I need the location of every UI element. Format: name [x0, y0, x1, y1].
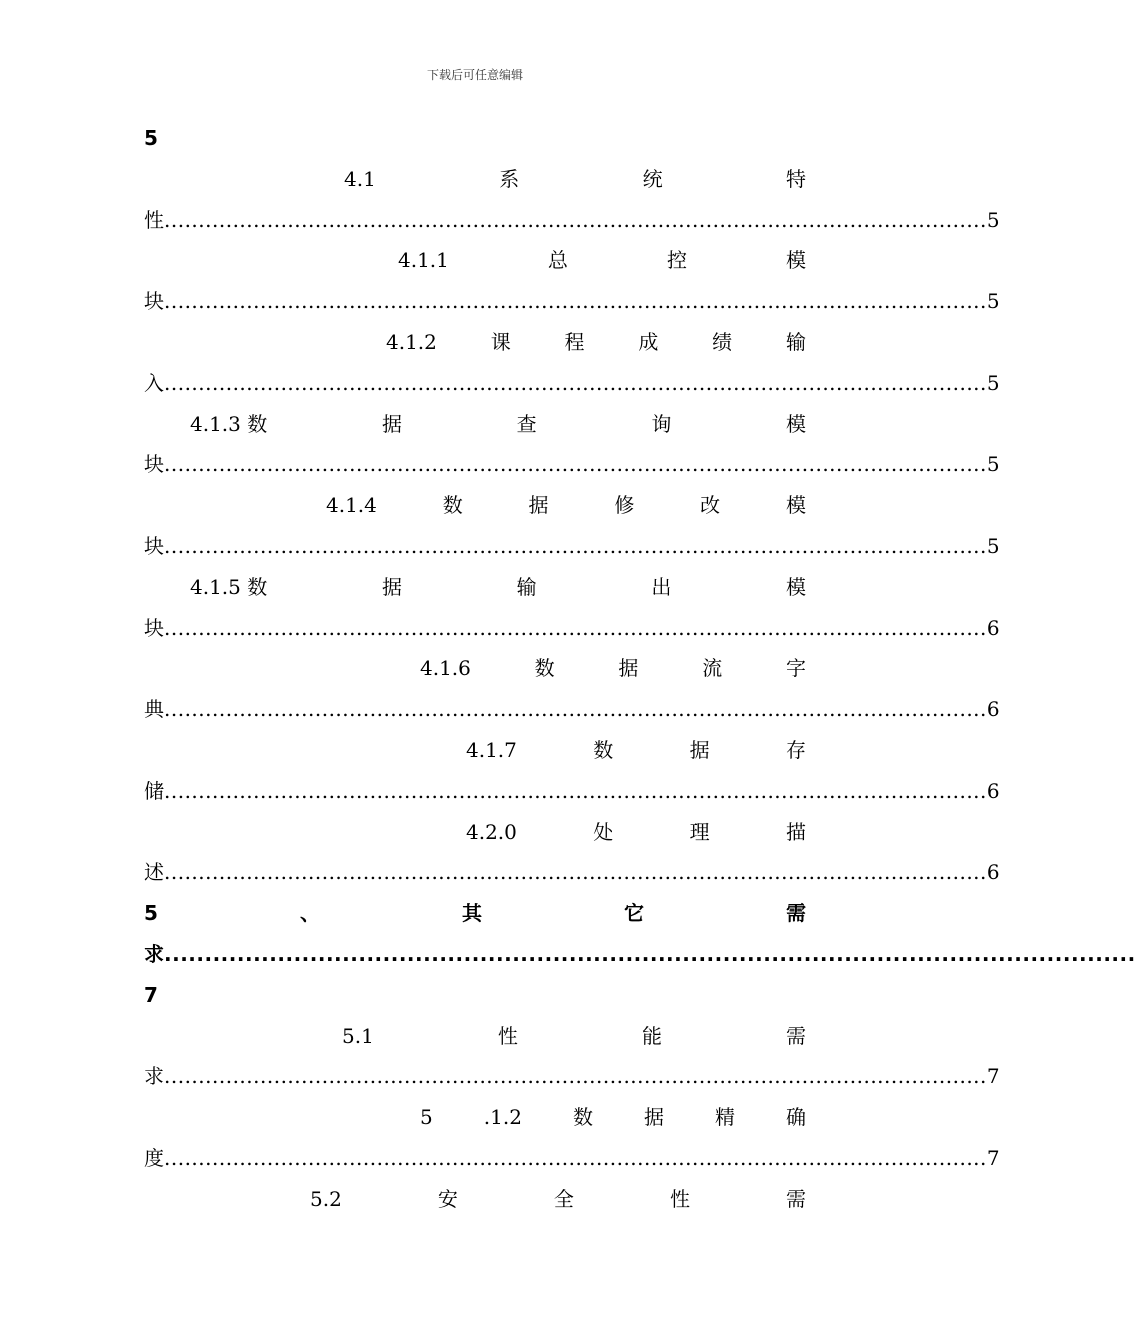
dot-leader: ........................................................................................................................ — [164, 778, 987, 803]
toc-line — [310, 1184, 806, 1214]
toc-heading-token: 能 — [641, 1023, 662, 1048]
toc-heading-token: 4.2.0 — [466, 819, 517, 844]
toc-heading-token: 处 — [593, 819, 614, 844]
dot-leader: ........................................................................................................................ — [164, 1064, 987, 1089]
toc-heading-token: 控 — [666, 248, 687, 273]
toc-heading-token: 、 — [299, 901, 320, 926]
toc-heading-token: 出 — [651, 574, 672, 599]
toc-line — [144, 531, 1000, 561]
toc-heading-end: 块 — [144, 289, 164, 314]
dot-leader: ........................................................................................................................ — [164, 697, 987, 722]
toc-line — [144, 898, 806, 928]
toc-heading-end: 求 — [144, 942, 164, 966]
dot-leader: ........................................................................................................................ — [164, 615, 987, 640]
toc-line — [190, 572, 806, 602]
toc-line — [344, 164, 806, 194]
toc-heading-token: 总 — [547, 248, 568, 273]
toc-line — [144, 123, 806, 153]
toc-page-number: 6 — [986, 860, 1000, 885]
toc-line — [144, 776, 1000, 806]
toc-line — [144, 1061, 1000, 1091]
toc-heading-token: 需 — [786, 1023, 806, 1048]
toc-heading-token: 改 — [700, 493, 721, 518]
toc-heading-token: 全 — [553, 1186, 574, 1211]
toc-heading-end: 求 — [144, 1064, 164, 1089]
toc-heading-token: 存 — [785, 738, 806, 762]
toc-page-number: 6 — [986, 697, 1000, 722]
dot-leader: ........................................................................................................................ — [164, 207, 987, 232]
toc-heading-token: 4.1.6 — [420, 656, 471, 681]
toc-page-number: 5 — [986, 534, 1000, 558]
toc-page-number: 5 — [986, 370, 1000, 395]
toc-heading-token: 绩 — [712, 330, 733, 354]
toc-heading-token: 它 — [623, 901, 644, 926]
toc-heading-token: 统 — [642, 166, 663, 191]
toc-line — [144, 1143, 1000, 1173]
toc-line — [144, 694, 1000, 724]
toc-heading-token: 课 — [490, 330, 511, 354]
toc-heading-end: 述 — [144, 860, 164, 885]
toc-heading-token: 性 — [669, 1186, 690, 1211]
toc-heading-token: 4.1.1 — [398, 248, 449, 273]
toc-heading-token: 4.1 — [344, 166, 376, 191]
toc-line — [144, 286, 1000, 316]
toc-page-number: 5 — [986, 452, 1000, 477]
toc-page-number: 6 — [986, 778, 1000, 803]
toc-heading-end: 储 — [144, 778, 164, 803]
toc-heading-token: 流 — [702, 656, 723, 681]
toc-heading-token: 5.1 — [342, 1023, 374, 1048]
toc-line — [466, 817, 806, 847]
toc-heading-token: 精 — [714, 1105, 735, 1130]
toc-heading-token: 修 — [614, 493, 635, 518]
toc-page-number: 5 — [986, 289, 1000, 314]
toc-heading-end: 块 — [144, 534, 164, 558]
toc-heading-token: 其 — [461, 901, 482, 926]
toc-line — [420, 1102, 806, 1132]
toc-heading-token: 据 — [689, 738, 710, 762]
toc-heading-token: .1.2 — [483, 1105, 522, 1130]
toc-heading-token: 查 — [516, 411, 537, 436]
toc-line — [190, 409, 806, 439]
toc-heading-token: 4.1.5 数 — [190, 574, 268, 599]
toc-line — [398, 245, 806, 275]
toc-heading-token: 模 — [785, 493, 806, 518]
toc-heading-end: 度 — [144, 1146, 164, 1170]
dot-leader: ........................................................................................................................ — [164, 942, 1136, 966]
toc-line — [144, 205, 1000, 235]
toc-heading-token: 需 — [786, 1186, 806, 1211]
toc-line — [326, 490, 806, 520]
toc-heading-end: 入 — [144, 370, 164, 395]
page-header: 下载后可任意编辑 — [426, 68, 523, 82]
toc-heading-token: 系 — [499, 166, 520, 191]
toc-heading-token: 据 — [618, 656, 639, 681]
toc-heading-token: 字 — [785, 656, 806, 681]
toc-page-number: 7 — [986, 1146, 1000, 1170]
toc-heading-token: 5 — [144, 901, 158, 926]
toc-heading-token: 4.1.7 — [466, 738, 517, 762]
toc-heading-token: 模 — [786, 411, 806, 436]
toc-heading-token: 确 — [785, 1105, 806, 1130]
toc-heading-token: 程 — [564, 330, 585, 354]
dot-leader: ........................................................................................................................ — [164, 534, 987, 558]
dot-leader: ........................................................................................................................ — [164, 370, 987, 395]
toc-page-number: 7 — [986, 1064, 1000, 1089]
toc-line — [144, 613, 1000, 643]
toc-heading-token: 4.1.3 数 — [190, 411, 268, 436]
toc-line — [144, 368, 1000, 398]
toc-heading-end: 性 — [144, 207, 164, 232]
toc-heading-token: 理 — [689, 819, 710, 844]
toc-text: 7 — [144, 982, 158, 1007]
toc-heading-token: 4.1.2 — [386, 330, 437, 354]
toc-page-number: 5 — [986, 207, 1000, 232]
toc-text: 5 — [144, 126, 158, 150]
toc-heading-token: 数 — [572, 1105, 593, 1130]
toc-page-number: 6 — [986, 615, 1000, 640]
toc-line — [342, 1021, 806, 1051]
toc-heading-token: 模 — [785, 248, 806, 273]
toc-heading-token: 5.2 — [310, 1186, 342, 1211]
toc-line — [144, 449, 1000, 479]
toc-heading-token: 需 — [785, 901, 806, 926]
toc-heading-token: 据 — [381, 411, 402, 436]
toc-heading-token: 安 — [437, 1186, 458, 1211]
toc-heading-token: 数 — [593, 738, 614, 762]
toc-heading-token: 输 — [516, 574, 537, 599]
toc-heading-token: 据 — [643, 1105, 664, 1130]
toc-heading-token: 数 — [442, 493, 463, 518]
toc-line — [144, 939, 1136, 969]
toc-line — [144, 980, 806, 1010]
toc-line — [386, 327, 806, 357]
toc-heading-token: 据 — [381, 574, 402, 599]
dot-leader: ........................................................................................................................ — [164, 452, 987, 477]
toc-heading-token: 性 — [497, 1023, 518, 1048]
toc-line — [420, 653, 806, 683]
toc-heading-token: 特 — [785, 166, 806, 191]
toc-line — [144, 857, 1000, 887]
toc-heading-token: 模 — [786, 574, 806, 599]
toc-heading-end: 块 — [144, 452, 164, 477]
toc-heading-token: 输 — [785, 330, 806, 354]
toc-heading-token: 描 — [785, 819, 806, 844]
toc-heading-token: 成 — [638, 330, 659, 354]
toc-heading-token: 数 — [534, 656, 555, 681]
dot-leader: ........................................................................................................................ — [164, 289, 987, 314]
dot-leader: ........................................................................................................................ — [164, 860, 987, 885]
dot-leader: ........................................................................................................................ — [164, 1146, 987, 1170]
toc-heading-token: 据 — [528, 493, 549, 518]
toc-line — [466, 735, 806, 765]
toc-heading-token: 5 — [420, 1105, 433, 1130]
toc-heading-end: 典 — [144, 697, 164, 722]
toc-heading-end: 块 — [144, 615, 164, 640]
toc-heading-token: 询 — [651, 411, 672, 436]
toc-heading-token: 4.1.4 — [326, 493, 377, 518]
